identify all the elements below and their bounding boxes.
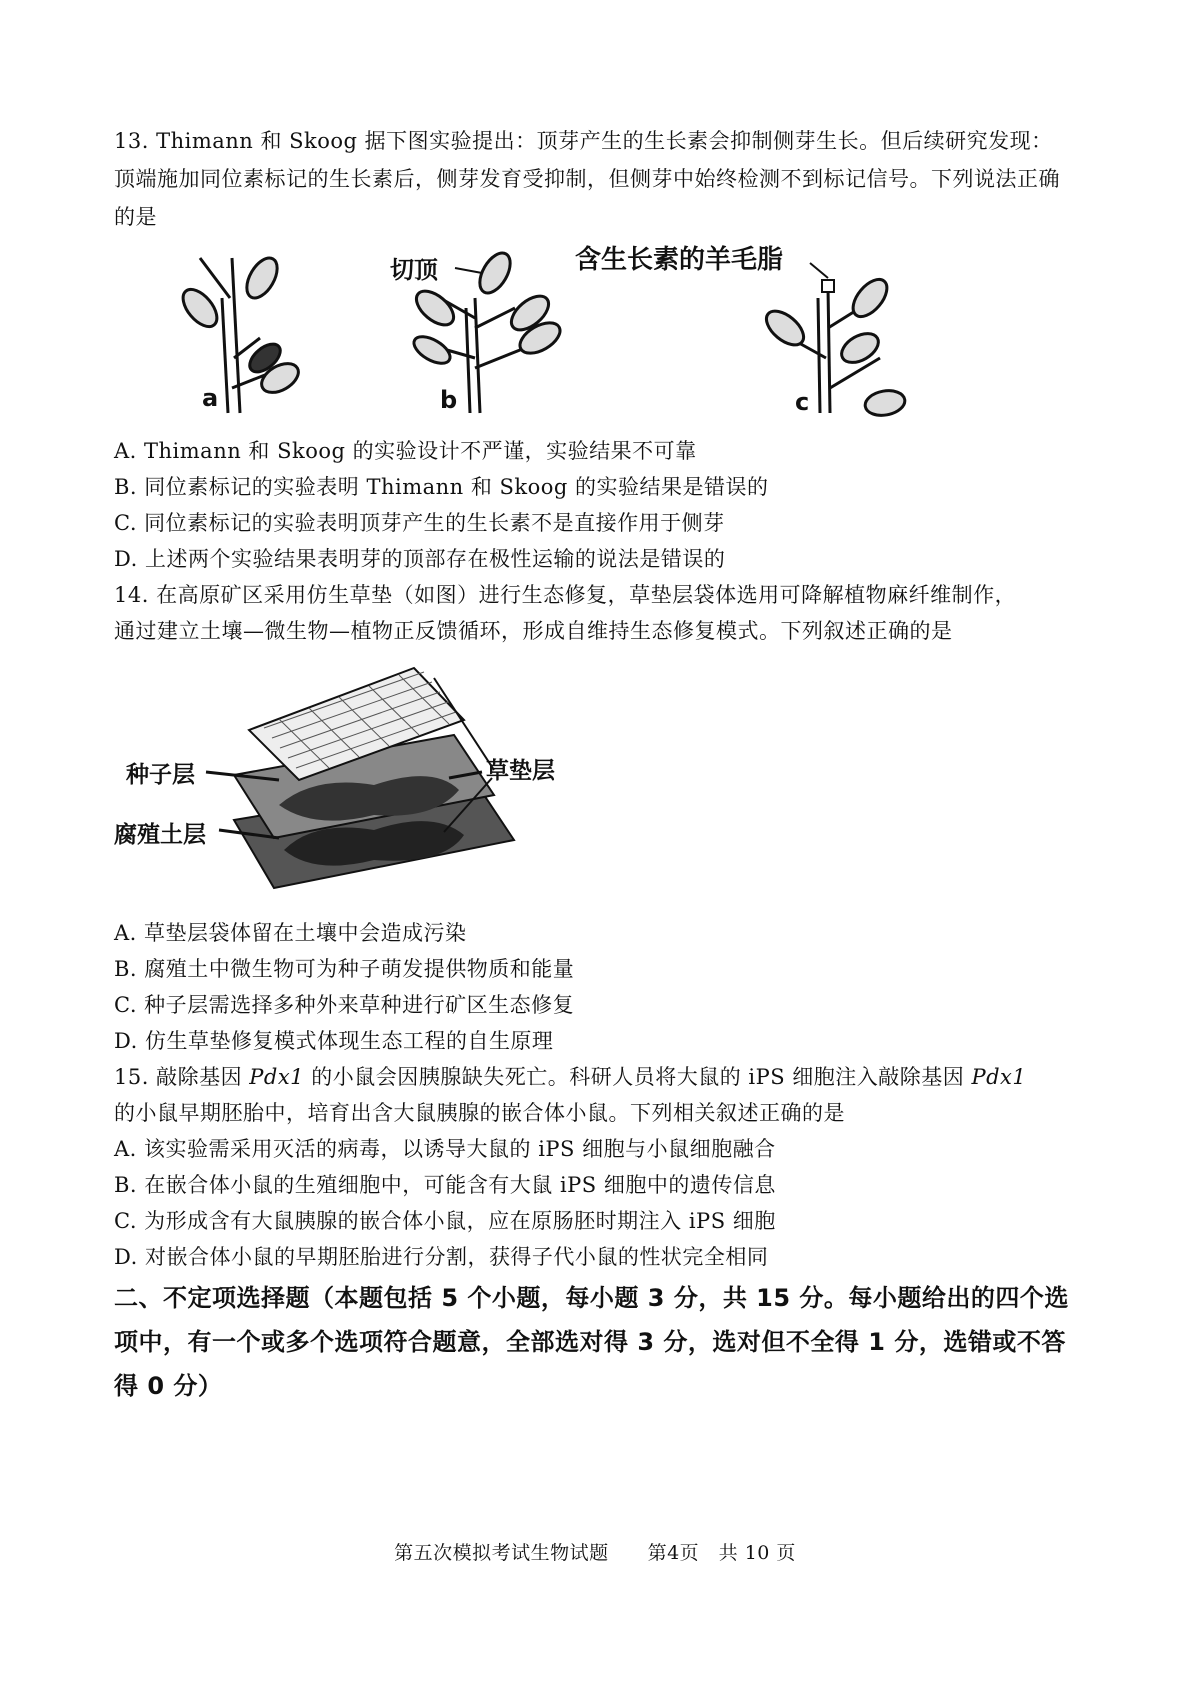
q13-option-d[interactable]: D. 上述两个实验结果表明芽的顶部存在极性运输的说法是错误的 — [114, 547, 726, 571]
q13-stem: 13. Thimann 和 Skoog 据下图实验提出：顶芽产生的生长素会抑制侧芽生长。但后续研究发现：顶端施加同位素标记的生长素后，侧芽发育受抑制，但侧芽中始终检测不到标记信号。下列说法正确的是 — [114, 129, 1060, 229]
q14-option-d[interactable]: D. 仿生草垫修复模式体现生态工程的自生原理 — [114, 1029, 554, 1053]
section-heading: 二、不定项选择题（本题包括 5 个小题，每小题 3 分，共 15 分。每小题给出的四个选项中，有一个或多个选项符合题意，全部选对得 3 分，选对但不全得 1 分，选错或不答得 0 分） — [114, 1284, 1069, 1400]
q14-option-c[interactable]: C. 种子层需选择多种外来草种进行矿区生态修复 — [114, 993, 575, 1017]
cut-arrow — [455, 268, 482, 273]
q15-option-a[interactable]: A. 该实验需采用灭活的病毒，以诱导大鼠的 iPS 细胞与小鼠细胞融合 — [114, 1137, 776, 1161]
label-b: b — [440, 386, 458, 414]
q14-stem-line1: 14. 在高原矿区采用仿生草垫（如图）进行生态修复，草垫层袋体选用可降解植物麻纤维制作， — [114, 583, 1017, 607]
q13-option-a[interactable]: A. Thimann 和 Skoog 的实验设计不严谨，实验结果不可靠 — [114, 439, 697, 463]
page-footer: 第五次模拟考试生物试题 第4页 共 10 页 — [394, 1542, 796, 1564]
label-c: c — [795, 388, 810, 416]
lanolin-arrow — [810, 263, 828, 278]
q13-option-c[interactable]: C. 同位素标记的实验表明顶芽产生的生长素不是直接作用于侧芽 — [114, 511, 725, 535]
q15-option-b[interactable]: B. 在嵌合体小鼠的生殖细胞中，可能含有大鼠 iPS 细胞中的遗传信息 — [114, 1173, 776, 1197]
label-seed-layer: 种子层 — [126, 762, 195, 788]
gene-name: Pdx1 — [971, 1065, 1027, 1089]
lanolin-block — [822, 280, 834, 292]
annotation-cut: 切顶 — [390, 256, 438, 284]
q14-stem-line2: 通过建立土壤—微生物—植物正反馈循环，形成自维持生态修复模式。下列叙述正确的是 — [114, 619, 953, 643]
label-a: a — [202, 384, 219, 412]
q13-option-b[interactable]: B. 同位素标记的实验表明 Thimann 和 Skoog 的实验结果是错误的 — [114, 475, 769, 499]
label-grass-mat: 草垫层 — [486, 758, 555, 784]
q14-option-a[interactable]: A. 草垫层袋体留在土壤中会造成污染 — [114, 921, 467, 945]
q15-stem-line1: 15. 敲除基因 Pdx1 的小鼠会因胰腺缺失死亡。科研人员将大鼠的 iPS 细胞注入敲除基因 Pdx1 — [114, 1065, 1027, 1089]
label-humus-layer: 腐殖土层 — [114, 822, 206, 848]
plant-c — [760, 273, 906, 418]
plant-a — [177, 253, 304, 413]
q13-figure — [170, 238, 970, 428]
q15-option-c[interactable]: C. 为形成含有大鼠胰腺的嵌合体小鼠，应在原肠胚时期注入 iPS 细胞 — [114, 1209, 776, 1233]
q14-option-b[interactable]: B. 腐殖土中微生物可为种子萌发提供物质和能量 — [114, 957, 575, 981]
gene-name: Pdx1 — [249, 1065, 305, 1089]
annotation-lanolin: 含生长素的羊毛脂 — [575, 245, 784, 275]
q15-stem-line2: 的小鼠早期胚胎中，培育出含大鼠胰腺的嵌合体小鼠。下列相关叙述正确的是 — [114, 1101, 845, 1125]
q14-figure — [114, 660, 654, 910]
q15-option-d[interactable]: D. 对嵌合体小鼠的早期胚胎进行分割，获得子代小鼠的性状完全相同 — [114, 1245, 769, 1269]
